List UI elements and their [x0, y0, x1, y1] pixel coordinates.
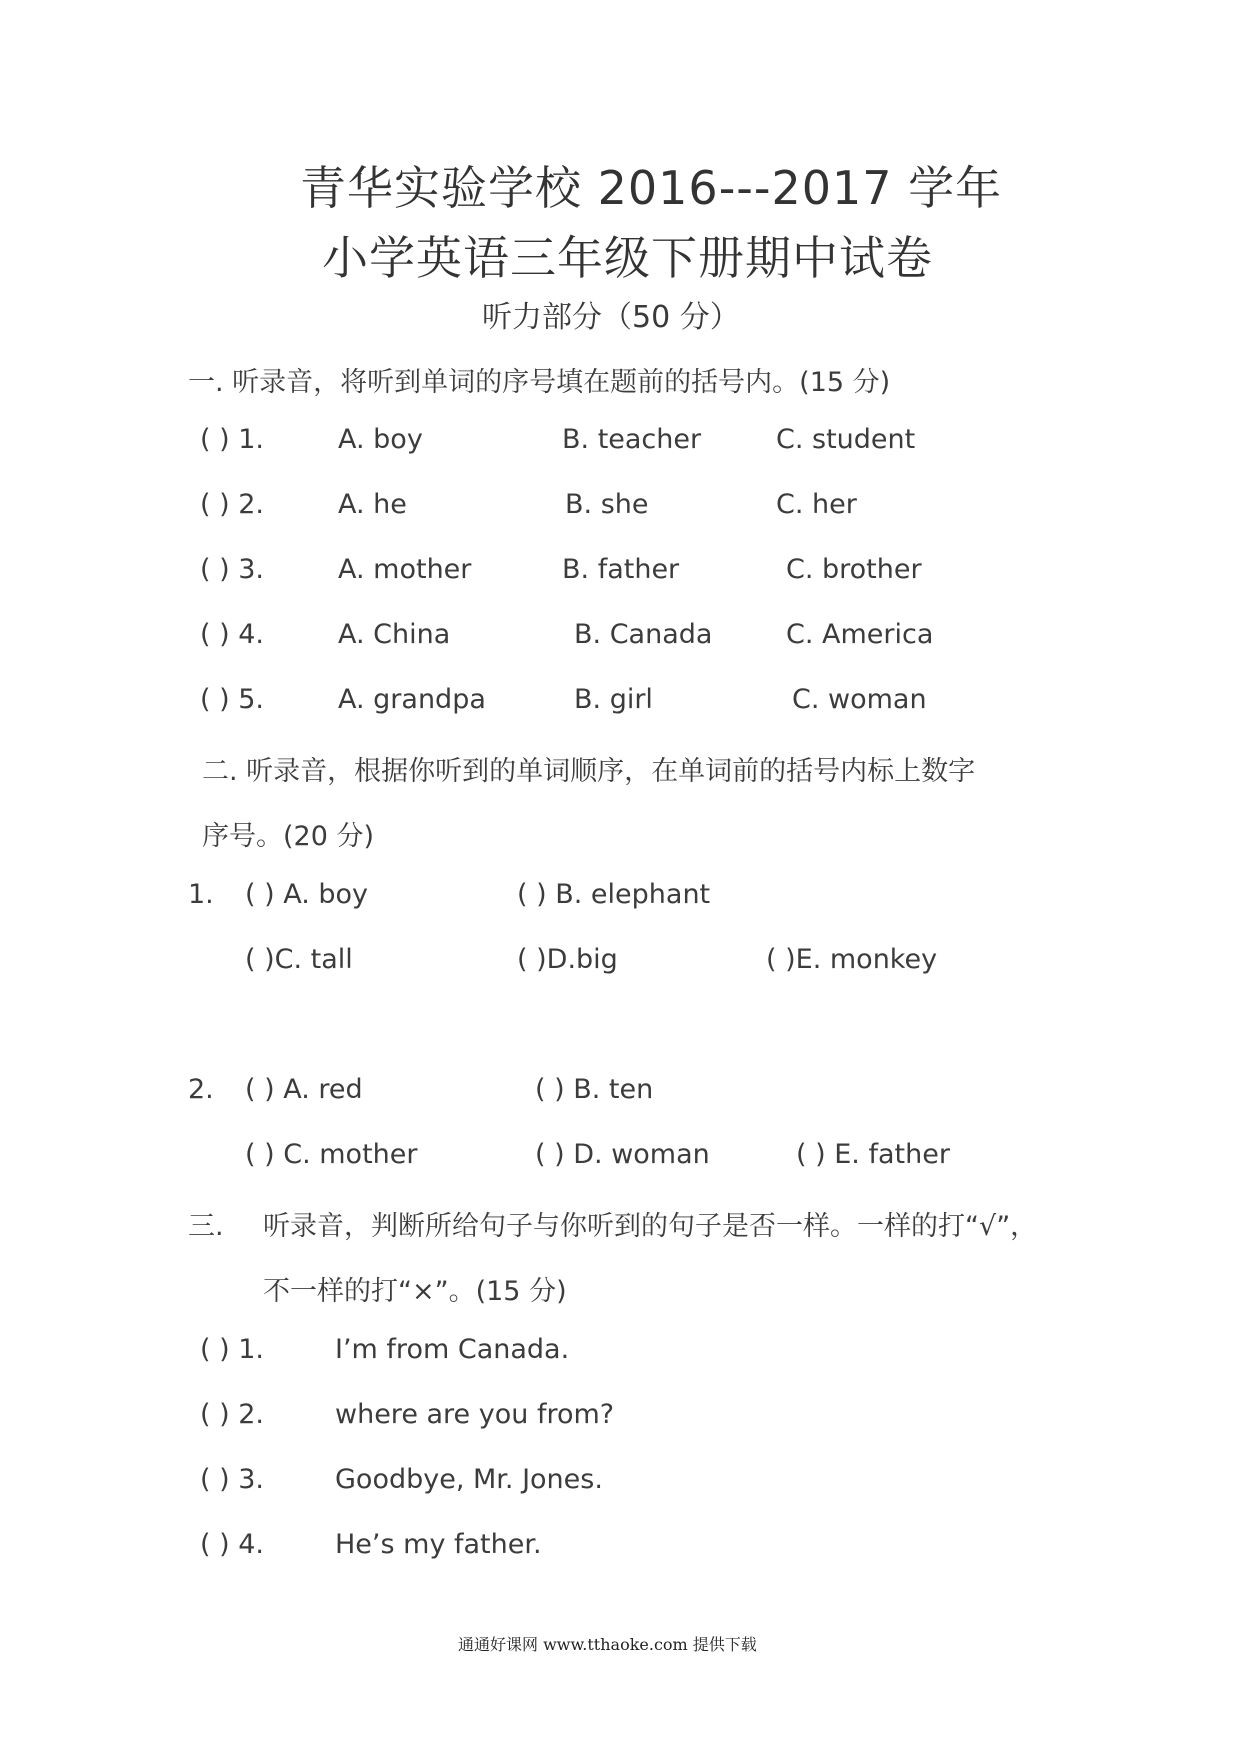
- option-a: A. boy: [338, 424, 423, 455]
- question-blank: ( ) 5.: [200, 684, 264, 715]
- question-blank: ( ) 2.: [200, 489, 264, 520]
- word-item: ( ) B. elephant: [517, 879, 711, 910]
- group-number: 2.: [188, 1074, 214, 1105]
- option-b: B. teacher: [562, 424, 702, 455]
- option-a: A. he: [338, 489, 407, 520]
- word-item: ( )E. monkey: [766, 944, 938, 975]
- section3-instruction-line1: 听录音，判断所给句子与你听到的句子是否一样。一样的打“√”，: [263, 1211, 1038, 1242]
- option-c: C. student: [776, 424, 916, 455]
- group-number: 1.: [188, 879, 214, 910]
- sentence: where are you from?: [335, 1399, 615, 1430]
- option-a: A. China: [338, 619, 451, 650]
- option-b: B. she: [565, 489, 649, 520]
- question-blank: ( ) 4.: [200, 1529, 264, 1560]
- option-c: C. brother: [786, 554, 922, 585]
- sentence: I’m from Canada.: [335, 1334, 570, 1365]
- page-title-line2: 小学英语三年级下册期中试卷: [322, 231, 933, 285]
- question-blank: ( ) 1.: [200, 424, 264, 455]
- word-item: ( ) D. woman: [535, 1139, 710, 1170]
- option-c: C. her: [776, 489, 857, 520]
- option-c: C. America: [786, 619, 934, 650]
- option-a: A. mother: [338, 554, 472, 585]
- option-b: B. girl: [574, 684, 653, 715]
- section1-instruction: 一. 听录音，将听到单词的序号填在题前的括号内。(15 分): [188, 367, 891, 398]
- question-blank: ( ) 4.: [200, 619, 264, 650]
- option-b: B. Canada: [574, 619, 713, 650]
- word-item: ( ) B. ten: [535, 1074, 654, 1105]
- word-item: ( ) A. boy: [245, 879, 369, 910]
- option-a: A. grandpa: [338, 684, 486, 715]
- page-title-line1: 青华实验学校 2016---2017 学年: [300, 161, 1003, 215]
- option-c: C. woman: [792, 684, 927, 715]
- section2-instruction-line1: 二. 听录音，根据你听到的单词顺序，在单词前的括号内标上数字: [202, 756, 976, 787]
- word-item: ( )D.big: [517, 944, 618, 975]
- section3-label: 三.: [188, 1211, 224, 1242]
- sentence: Goodbye, Mr. Jones.: [335, 1464, 603, 1495]
- word-item: ( ) C. mother: [245, 1139, 418, 1170]
- page-footer: 通通好课网 www.tthaoke.com 提供下载: [458, 1635, 757, 1654]
- question-blank: ( ) 3.: [200, 1464, 264, 1495]
- word-item: ( ) E. father: [796, 1139, 950, 1170]
- question-blank: ( ) 2.: [200, 1399, 264, 1430]
- word-item: ( ) A. red: [245, 1074, 363, 1105]
- section2-instruction-line2: 序号。(20 分): [202, 821, 375, 852]
- question-blank: ( ) 1.: [200, 1334, 264, 1365]
- option-b: B. father: [562, 554, 680, 585]
- word-item: ( )C. tall: [245, 944, 353, 975]
- listening-header: 听力部分（50 分）: [482, 300, 740, 335]
- question-blank: ( ) 3.: [200, 554, 264, 585]
- sentence: He’s my father.: [335, 1529, 542, 1560]
- section3-instruction-line2: 不一样的打“×”。(15 分): [263, 1276, 567, 1307]
